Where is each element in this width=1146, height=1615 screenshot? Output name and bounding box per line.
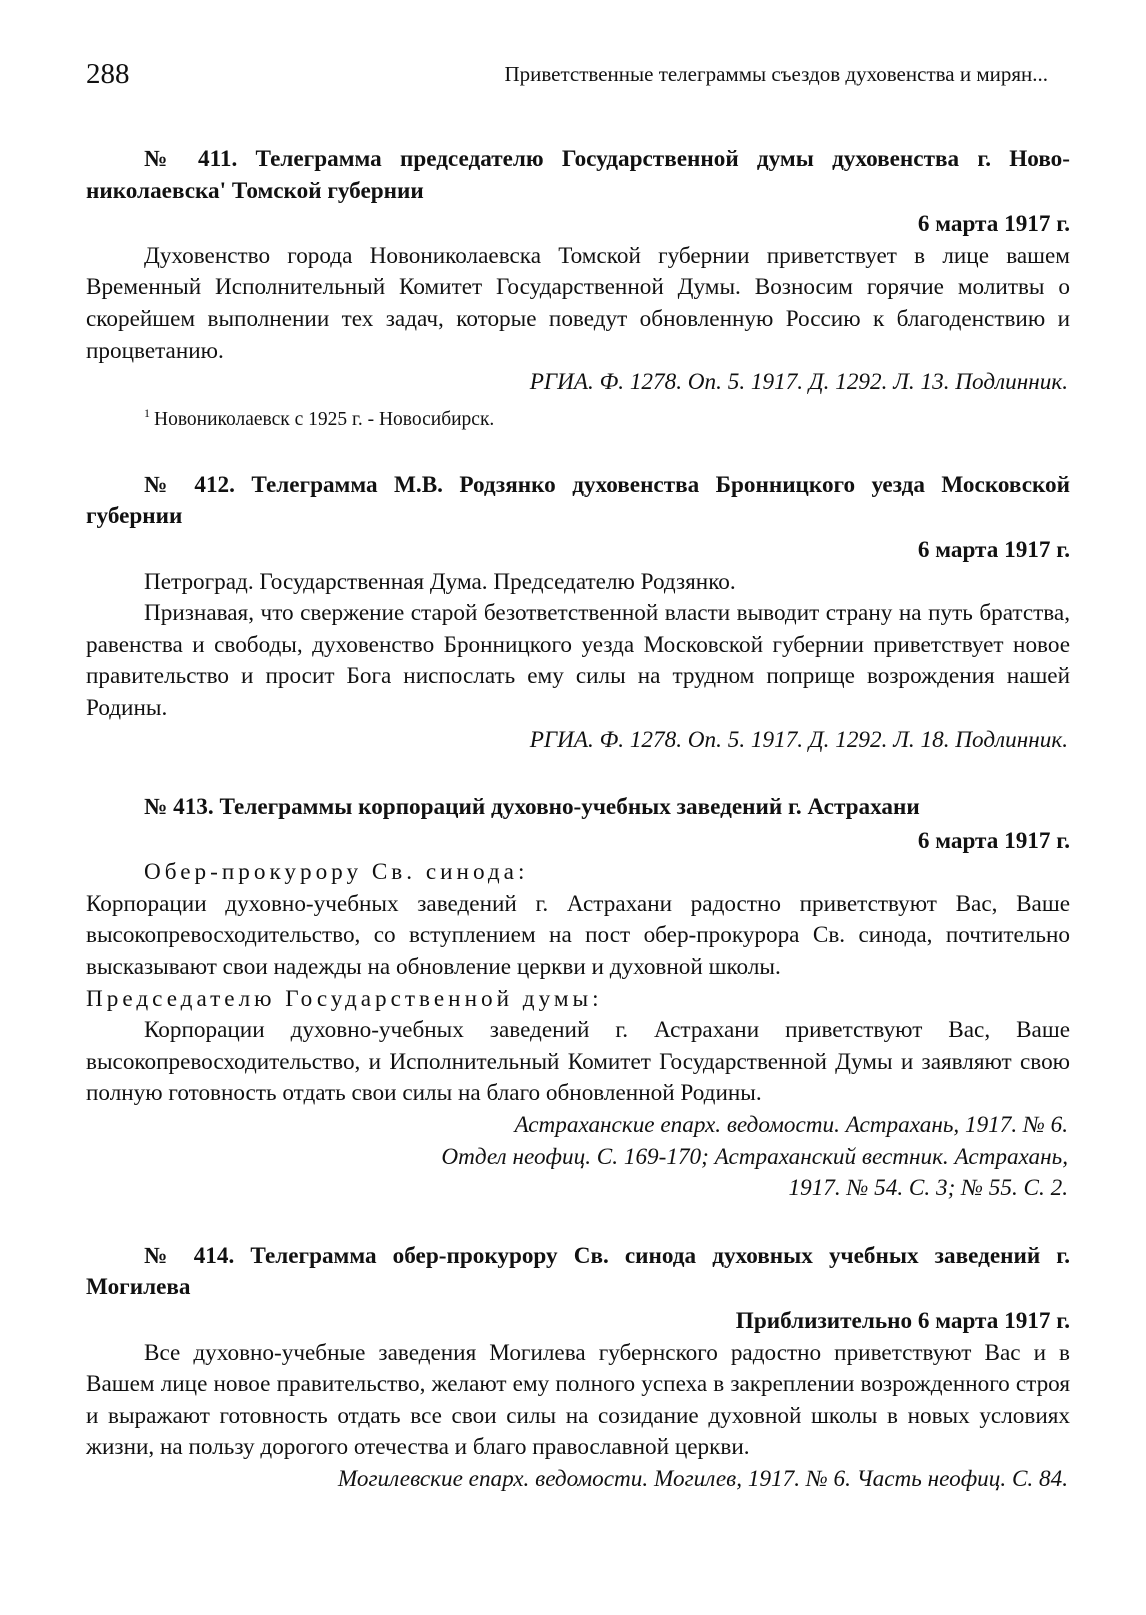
doc-411-title: № 411. Телеграмма председателю Государственной думы духовенства г. Ново-николаевска' Томской губернии — [86, 146, 1070, 204]
footnote-text: Новониколаевск с 1925 г. - Новосибирск. — [154, 408, 495, 430]
doc-412-title: № 412. Телеграмма М.В. Родзянко духовенства Бронницкого уезда Московской губернии — [86, 471, 1070, 530]
doc-413-addressee-1: Обер-прокурору Св. синода: — [144, 859, 529, 886]
document-414 — [86, 1241, 1070, 1496]
document-413 — [86, 792, 1070, 1205]
document-411 — [86, 144, 1070, 434]
doc-411-footnote — [144, 399, 1070, 434]
doc-411-source: РГИА. Ф. 1278. Оп. 5. 1917. Д. 1292. Л. 13. Подлинник. — [529, 369, 1068, 396]
doc-412-source: РГИА. Ф. 1278. Оп. 5. 1917. Д. 1292. Л. 18. Подлинник. — [529, 726, 1068, 753]
doc-412-text-1: Петроград. Государственная Дума. Председателю Родзянко. — [144, 568, 736, 595]
doc-413-text-1: Корпорации духовно-учебных заведений г. Астрахани радостно приветствуют Вас, Ваше высокопревосходительство, со вступлением на пост обер-прокурора Св. синода, почтительно высказывают свои надежды на обновление церкви и духовной школы. — [86, 890, 1070, 981]
doc-414-title: № 414. Телеграмма обер-прокурору Св. синода духовных учебных заведений г. Могилева — [86, 1242, 1070, 1301]
doc-413-date: 6 марта 1917 г. — [917, 827, 1070, 854]
doc-413-title: № 413. Телеграммы корпораций духовно-учебных заведений г. Астрахани — [144, 794, 920, 821]
page-number: 288 — [86, 58, 130, 90]
doc-413-source-line-3: 1917. № 54. С. 3; № 55. С. 2. — [788, 1175, 1068, 1202]
doc-413-addressee-2: Председателю Государственной думы: — [86, 985, 603, 1012]
doc-414-text: Все духовно-учебные заведения Могилева губернского радостно приветствуют Вас и в Вашем лице новое правительство, желают ему полного успеха в закреплении возрожденного строя и выражают готовность отдать все свои силы на созидание духовной школы в новых условиях жизни, на пользу дорогого отечества и благо православной церкви. — [86, 1339, 1070, 1461]
doc-414-source: Могилевские епарх. ведомости. Могилев, 1917. № 6. Часть неофиц. С. 84. — [337, 1465, 1068, 1492]
doc-412-date: 6 марта 1917 г. — [917, 536, 1070, 563]
doc-412-text-2: Признавая, что свержение старой безответственной власти выводит страну на путь братства, равенства и свободы, духовенство Бронницкого уезда Московской губернии приветствует новое правительство и просит Бога ниспослать ему силы на трудном поприще возрождения нашей Родины. — [86, 600, 1070, 721]
doc-411-text: Духовенство города Новониколаевска Томской губернии приветствует в лице вашем Временный Исполнительный Комитет Государственной Думы. Возносим горячие молитвы о скорейшем выполнении тех задач, которые поведут обновленную Россию к благоденствию и процветанию. — [86, 242, 1070, 364]
doc-413-text-2: Корпорации духовно-учебных заведений г. Астрахани приветствуют Вас, Ваше высокопревосходительство, и Исполнительный Комитет Государственной Думы и заявляют свою полную готовность отдать свои силы на благо обновленной Родины. — [86, 1017, 1070, 1107]
doc-411-date: 6 марта 1917 г. — [917, 211, 1070, 238]
footnote-mark: 1 — [144, 405, 150, 420]
document-412 — [86, 470, 1070, 756]
running-head: Приветственные телеграммы съездов духовенства и мирян... — [504, 62, 1048, 86]
doc-414-date: Приблизительно 6 марта 1917 г. — [735, 1308, 1070, 1334]
doc-413-source-line-1: Астраханские епарх. ведомости. Астрахань, 1917. № 6. — [514, 1112, 1068, 1139]
document-body — [86, 144, 1070, 1496]
doc-413-source-line-2: Отдел неофиц. С. 169-170; Астраханский вестник. Астрахань, — [441, 1143, 1068, 1170]
